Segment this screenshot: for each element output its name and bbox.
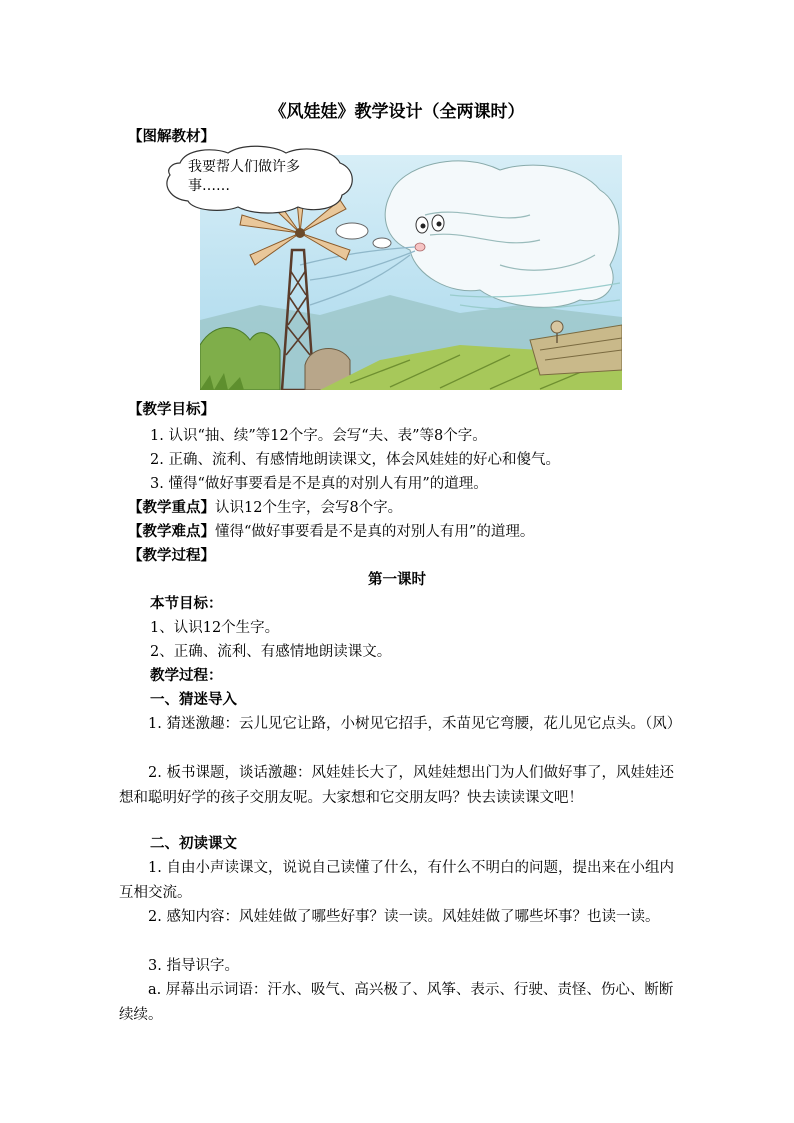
section2-paragraph-2: 2. 感知内容：风娃娃做了哪些好事？读一读。风娃娃做了哪些坏事？也读一读。 — [148, 909, 660, 925]
goal-item-3: 3. 懂得“做好事要看是不是真的对别人有用”的道理。 — [150, 476, 488, 492]
goal-item-2: 2. 正确、流利、有感情地朗读课文，体会风娃娃的好心和傻气。 — [150, 452, 560, 468]
lesson-goal-header: 本节目标： — [150, 596, 223, 612]
difficulty-line — [128, 522, 534, 542]
goals-header: 【教学目标】 — [128, 402, 215, 418]
lesson-title: 第一课时 — [368, 572, 426, 588]
difficulty-text: 懂得“做好事要看是不是真的对别人有用”的道理。 — [215, 524, 535, 540]
lesson-goal-2: 2、正确、流利、有感情地朗读课文。 — [150, 644, 392, 660]
lesson-goal-1: 1、认识12个生字。 — [150, 620, 280, 636]
section1-title: 一、猜迷导入 — [150, 692, 237, 708]
goal-item-1: 1. 认识“抽、续”等12个字。会写“夫、表”等8个字。 — [150, 428, 487, 444]
key-points-line — [128, 498, 402, 518]
section1-paragraph-1: 1. 猜迷激趣：云儿见它让路，小树见它招手，禾苗见它弯腰，花儿见它点头。（风） — [148, 716, 682, 732]
key-points-label: 【教学重点】 — [128, 500, 215, 516]
section2-paragraph-4: a. 屏幕出示词语：汗水、吸气、高兴极了、风筝、表示、行驶、责怪、伤心、断断续续。 — [119, 982, 674, 1023]
document-title: 《风娃娃》教学设计（全两课时） — [269, 102, 525, 122]
illustration-header: 【图解教材】 — [128, 129, 215, 145]
section2-title: 二、初读课文 — [150, 836, 237, 852]
section2-paragraph-1: 1. 自由小声读课文，说说自己读懂了什么，有什么不明白的问题，提出来在小组内互相交流。 — [119, 860, 674, 901]
lesson-process-header: 教学过程： — [150, 668, 223, 684]
section2-paragraph-3: 3. 指导识字。 — [148, 958, 239, 974]
difficulty-label: 【教学难点】 — [128, 524, 215, 540]
key-points-text: 认识12个生字，会写8个字。 — [215, 500, 403, 516]
section1-paragraph-2: 2. 板书课题，谈话激趣：风娃娃长大了，风娃娃想出门为人们做好事了，风娃娃还想和聪明好学的孩子交朋友呢。大家想和它交朋友吗？快去读读课文吧！ — [119, 765, 674, 806]
bubble-text: 我要帮人们做许多事…… — [188, 159, 300, 194]
process-header: 【教学过程】 — [128, 548, 215, 564]
